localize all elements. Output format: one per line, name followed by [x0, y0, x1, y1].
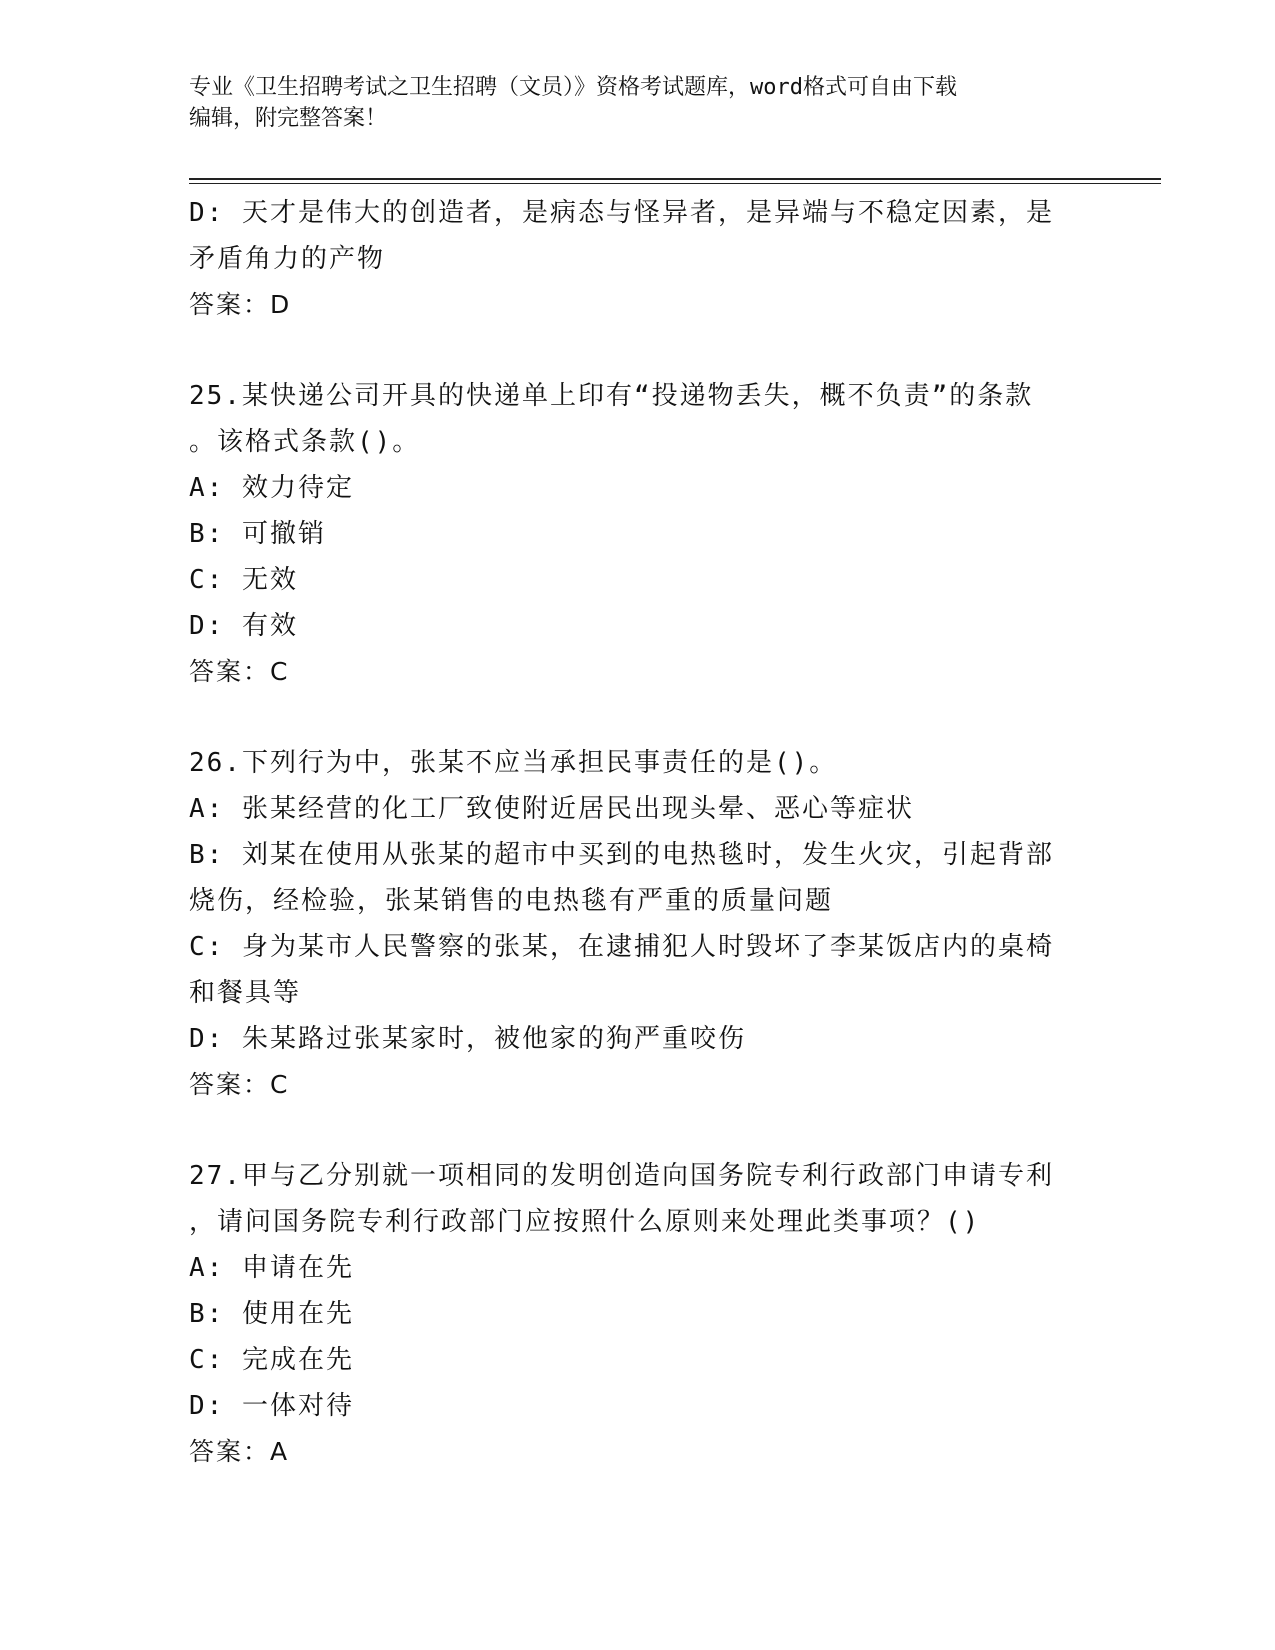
- header-title-line: 编辑，附完整答案！: [189, 106, 388, 131]
- question-stem-continued: ，请问国务院专利行政部门应按照什么原则来处理此类事项？(): [189, 1207, 981, 1237]
- option-a: A: 张某经营的化工厂致使附近居民出现头晕、恶心等症状: [189, 794, 914, 824]
- answer-line: 答案：D: [189, 290, 292, 319]
- option-c: C: 身为某市人民警察的张某，在逮捕犯人时毁坏了李某饭店内的桌椅: [189, 932, 1054, 962]
- header-title-line: 专业《卫生招聘考试之卫生招聘（文员）》资格考试题库，word格式可自由下载: [189, 75, 957, 100]
- header-divider: [189, 178, 1161, 180]
- question-block-25: [189, 373, 1089, 695]
- question-list: [189, 190, 1089, 1475]
- question-block-26: [189, 740, 1089, 1108]
- option-d: D: 朱某路过张某家时，被他家的狗严重咬伤: [189, 1024, 746, 1054]
- question-stem: 27.甲与乙分别就一项相同的发明创造向国务院专利行政部门申请专利: [189, 1161, 1054, 1191]
- option-c: C: 无效: [189, 565, 298, 595]
- option-d: D: 天才是伟大的创造者，是病态与怪异者，是异端与不稳定因素，是: [189, 198, 1054, 228]
- option-d: D: 有效: [189, 611, 298, 641]
- answer-line: 答案：C: [189, 657, 290, 686]
- answer-line: 答案：C: [189, 1070, 290, 1099]
- option-c: C: 完成在先: [189, 1345, 354, 1375]
- option-b: B: 使用在先: [189, 1299, 354, 1329]
- question-block-27: [189, 1153, 1089, 1475]
- header-divider-thin: [189, 183, 1161, 184]
- option-a: A: 申请在先: [189, 1253, 354, 1283]
- option-a: A: 效力待定: [189, 473, 354, 503]
- question-stem: 25.某快递公司开具的快递单上印有“投递物丢失，概不负责”的条款: [189, 381, 1034, 411]
- option-d: D: 一体对待: [189, 1391, 354, 1421]
- option-b: B: 刘某在使用从张某的超市中买到的电热毯时，发生火灾，引起背部: [189, 840, 1054, 870]
- option-b: B: 可撤销: [189, 519, 326, 549]
- option-d-continued: 矛盾角力的产物: [189, 244, 386, 274]
- option-c-continued: 和餐具等: [189, 978, 302, 1008]
- option-b-continued: 烧伤，经检验，张某销售的电热毯有严重的质量问题: [189, 886, 834, 916]
- document-header: [189, 72, 1089, 134]
- answer-line: 答案：A: [189, 1437, 290, 1466]
- question-block-prev: [189, 190, 1089, 328]
- question-stem: 26.下列行为中，张某不应当承担民事责任的是()。: [189, 748, 838, 778]
- question-stem-continued: 。该格式条款()。: [189, 427, 421, 457]
